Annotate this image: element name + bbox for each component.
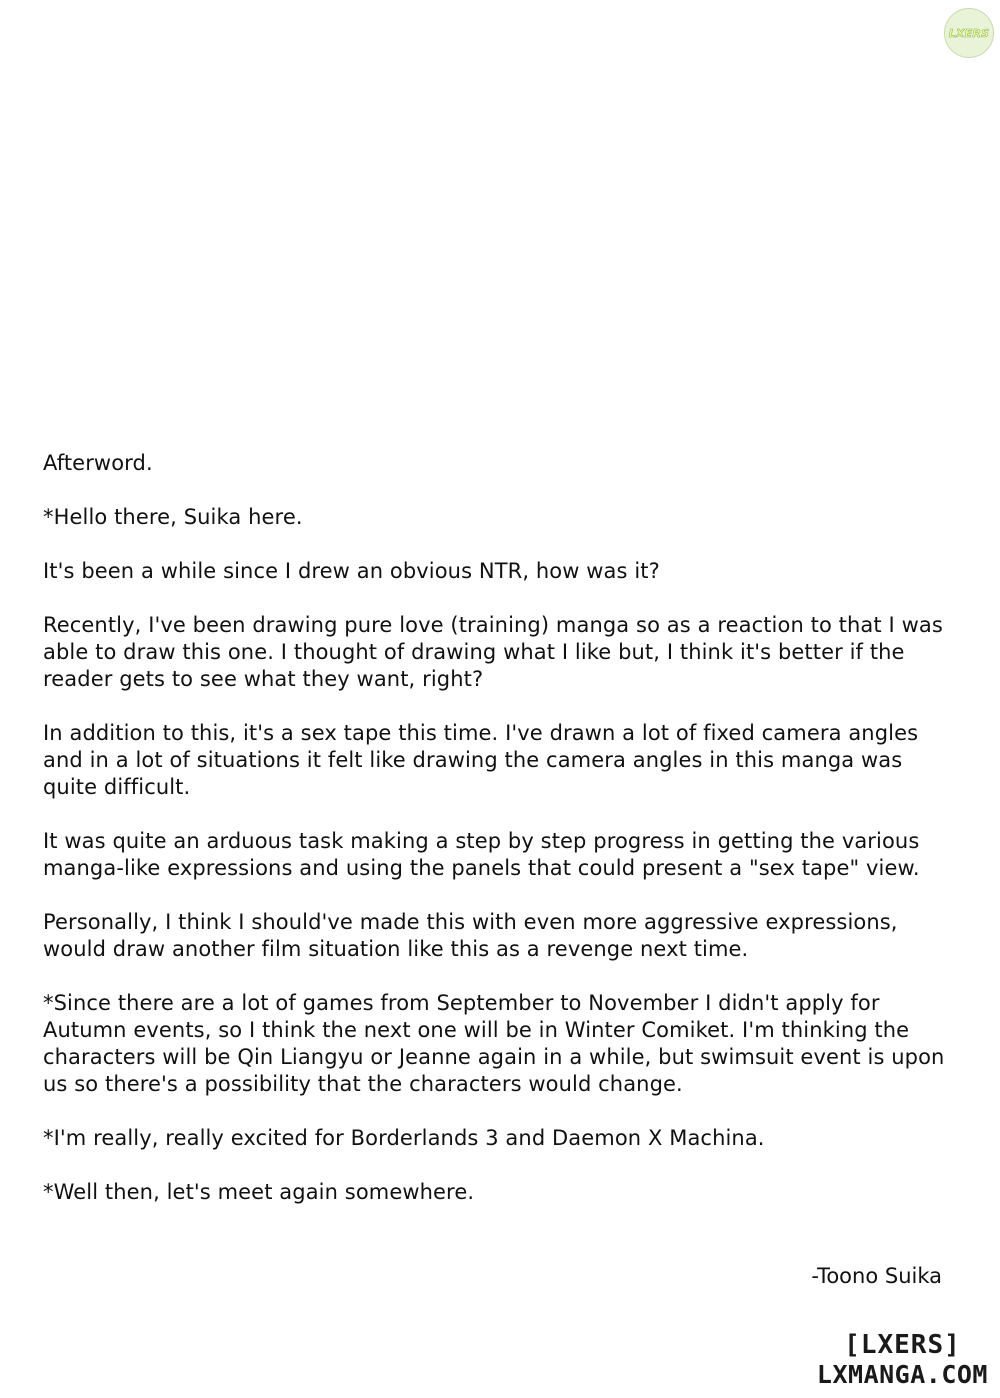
afterword-paragraph-camera-angles: In addition to this, it's a sex tape this time. I've drawn a lot of fixed camera angles and in a lot of situations it felt like drawing the camera angles in this manga was quite difficult. [43, 721, 919, 799]
afterword-title: Afterword. [43, 451, 153, 475]
lxers-logo-badge [944, 8, 994, 58]
afterword-paragraph-greeting: *Hello there, Suika here. [43, 505, 303, 529]
afterword-paragraph-games: *I'm really, really excited for Borderlands 3 and Daemon X Machina. [43, 1126, 765, 1150]
watermark-line-lxers: [LXERS] [844, 1330, 961, 1360]
afterword-paragraph-expressions: It was quite an arduous task making a step by step progress in getting the various manga-like expressions and using the panels that could present a "sex tape" view. [43, 829, 920, 880]
afterword-paragraph-farewell: *Well then, let's meet again somewhere. [43, 1180, 475, 1204]
afterword-paragraph-ntr: It's been a while since I drew an obvious NTR, how was it? [43, 559, 660, 583]
afterword-paragraph-events: *Since there are a lot of games from September to November I didn't apply for Autumn events, so I think the next one will be in Winter Comiket. I'm thinking the characters will be Qin Liangyu or Jeanne again in a while, but swimsuit event is upon us so there's a possibility that the characters would change. [43, 991, 945, 1096]
watermark [817, 1330, 988, 1390]
afterword-paragraph-revenge: Personally, I think I should've made this with even more aggressive expressions, would draw another film situation like this as a revenge next time. [43, 910, 898, 961]
afterword-paragraph-pure-love: Recently, I've been drawing pure love (training) manga so as a reaction to that I was able to draw this one. I thought of drawing what I like but, I think it's better if the reader gets to see what they want, right? [43, 613, 943, 691]
afterword-signature: -Toono Suika [811, 1264, 942, 1288]
afterword-text-block [43, 450, 958, 1233]
lxers-logo-text: LXERS [948, 26, 990, 40]
watermark-line-site: LXMANGA.COM [816, 1360, 988, 1389]
